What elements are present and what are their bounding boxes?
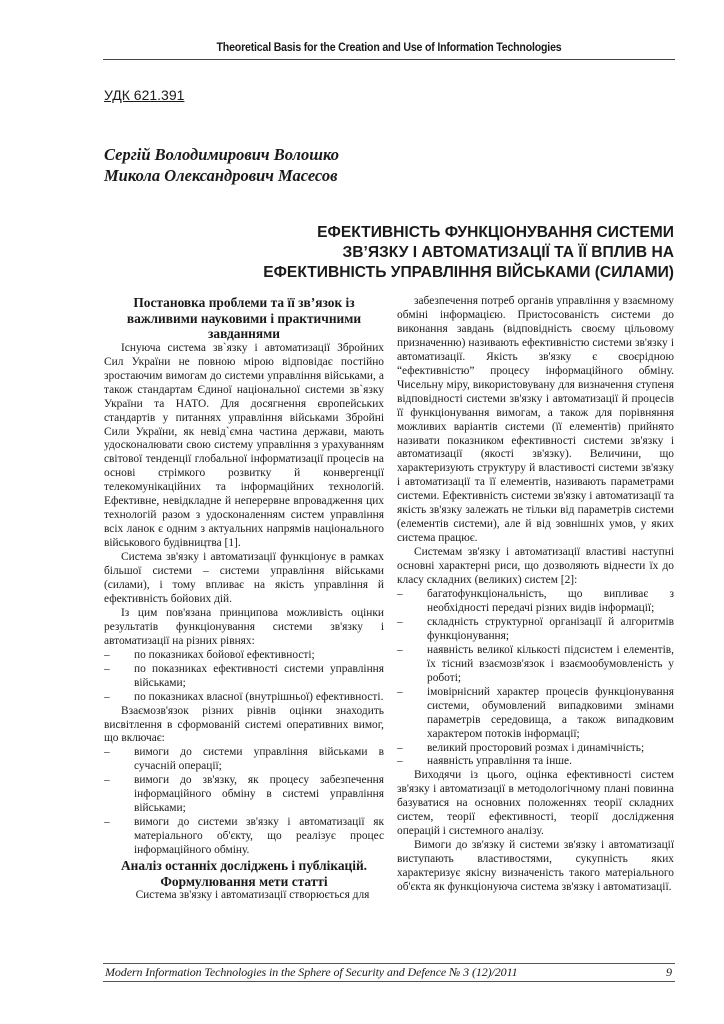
list-item: – вимоги до системи зв'язку і автоматизації як матеріального об'єкту, що реалізує процес інформаційного обміну. xyxy=(104,816,384,857)
authors-block xyxy=(104,144,339,186)
right-column xyxy=(397,295,674,895)
title-line-3: ЕФЕКТИВНІСТЬ УПРАВЛІННЯ ВІЙСЬКАМИ (СИЛАМИ) xyxy=(263,264,674,281)
paragraph: Система зв'язку і автоматизації створюється для xyxy=(135,889,370,902)
dash-bullet-icon: – xyxy=(104,662,110,675)
dash-bullet-icon: – xyxy=(397,615,403,628)
dash-bullet-icon: – xyxy=(104,774,110,787)
paragraph: Система зв'язку і автоматизації функціонує в рамках більшої системи – системи управління військами (силами), і тому впливає на якість управління й ефективність бойових дій. xyxy=(104,551,384,605)
dash-bullet-icon: – xyxy=(397,741,403,754)
requirements-list xyxy=(104,746,384,858)
header-rule xyxy=(103,59,675,60)
paragraph: Виходячи із цього, оцінка ефективності систем зв'язку і автоматизації в методологічному плані повинна базуватися на основних положеннях теорії складних систем, теорії ефективності, теорії дослідження операцій і системного аналізу. xyxy=(397,769,674,838)
list-item: – багатофункціональність, що випливає з необхідності передачі різних видів інформації; xyxy=(397,588,674,614)
paragraph: забезпечення потреб органів управління у взаємному обміні інформацією. Пристосованість системи до виконання завдань (відповідність своєму цільовому призначенню) називають ефективністю системи зв'язку і автоматизації. Якість зв'язку є своєрідною “ефективністю” процесу інформаційного обміну. Чисельну міру, використовувану для визначення ступеня відповідності системи зв'язку і автоматизації й процесів її функціонування вимогам, а також для порівняння можливих варіантів системи (її елементів) прийнято називати показником ефективності системи зв'язку і автоматизації (якості зв'язку). Величини, що характеризують структуру й властивості системи зв'язку і автоматизації та її елементів, називають параметрами системи. Ефективність системи зв'язку і автоматизації та якість зв'язку залежать не тільки від параметрів системи (елементів системи), але й від зовнішніх умов, у яких система працює. xyxy=(397,295,674,545)
list-item: – по показниках ефективності системи управління військами; xyxy=(104,662,384,689)
dash-bullet-icon: – xyxy=(104,648,110,661)
list-item: – імовірнісний характер процесів функціонування системи, обумовлений випадковими змінами параметрів середовища, а також випадковим характером потоків інформації; xyxy=(397,685,674,740)
evaluation-levels-list xyxy=(104,649,384,705)
list-item: – по показниках власної (внутрішньої) ефективності. xyxy=(104,690,384,703)
list-item: – вимоги до системи управління військами в сучасній операції; xyxy=(104,746,384,773)
dash-bullet-icon: – xyxy=(397,685,403,698)
running-header: Theoretical Basis for the Creation and Use of Information Technologies xyxy=(216,42,562,54)
udk-code: УДК 621.391 xyxy=(104,87,185,103)
page-number: 9 xyxy=(666,965,672,979)
section-heading-analysis: Аналіз останніх досліджень і публікацій. Формулювання мети статті xyxy=(120,858,368,889)
dash-bullet-icon: – xyxy=(397,588,403,601)
dash-bullet-icon: – xyxy=(104,746,110,759)
title-line-2: ЗВ’ЯЗКУ І АВТОМАТИЗАЦІЇ ТА ЇЇ ВПЛИВ НА xyxy=(342,244,674,261)
paragraph: Системам зв'язку і автоматизації властиві наступні основні характерні риси, що дозволяють віднести їх до класу складних (великих) систем [2]: xyxy=(397,546,674,587)
footer-rule-bottom xyxy=(103,981,675,982)
paragraph: Взаємозв'язок різних рівнів оцінки знаходить висвітлення в сформованій системі оперативних вимог, що включає: xyxy=(104,704,384,745)
footer-rule-top xyxy=(103,963,675,964)
dash-bullet-icon: – xyxy=(104,816,110,829)
paragraph: Вимоги до зв'язку й системи зв'язку і автоматизації виступають властивостями, сукупність яких характеризує якісну визначеність такого матеріального об'єкта як функціонуюча система зв'язку і автоматизації. xyxy=(397,839,674,894)
dash-bullet-icon: – xyxy=(397,755,403,768)
dash-bullet-icon: – xyxy=(397,643,403,656)
section-heading-problem: Постановка проблеми та її зв’язок із важливими науковими і практичними завданнями xyxy=(126,295,362,342)
dash-bullet-icon: – xyxy=(104,690,110,703)
list-item: – наявність управління та інше. xyxy=(397,755,572,768)
list-item: – по показниках бойової ефективності; xyxy=(104,648,315,661)
list-item: – великий просторовий розмах і динамічність; xyxy=(397,741,645,754)
left-column xyxy=(104,295,384,903)
list-item: – вимоги до зв'язку, як процесу забезпечення інформаційного обміну в системі управління військами; xyxy=(104,774,384,815)
list-item: – наявність великої кількості підсистем і елементів, їх тісний взаємозв'язок і взаємообумовленість у роботі; xyxy=(397,643,674,684)
paragraph: Із цим пов'язана принципова можливість оцінки результатів функціонування системи зв'язку і автоматизації на різних рівнях: xyxy=(104,606,384,647)
article-title xyxy=(114,223,674,283)
author-2: Микола Олександрович Масесов xyxy=(104,166,338,185)
title-line-1: ЕФЕКТИВНІСТЬ ФУНКЦІОНУВАННЯ СИСТЕМИ xyxy=(317,224,674,241)
footer-journal-title: Modern Information Technologies in the Sphere of Security and Defence № 3 (12)/2011 xyxy=(105,965,518,979)
paragraph: Існуюча система зв`язку і автоматизації Збройних Сил України не повною мірою відповідає постійно зростаючим вимогам до системи управління військами, а також стандартам Єдиної національної системи зв`язку України та НАТО. Для досягнення європейських стандартів у питаннях управління військами Збройні Сили України, як невід`ємна частина держави, мають удосконалювати свою систему управління з урахуванням світової тенденції глобальної інформатизації процесів на основі стрімкого розвитку й конвергенції телекомунікаційних та інформаційних технологій. Ефективне, невідкладне й неперервне впровадження цих технологій разом з удосконаленням систем управління всіх ланок є одним з актуальних напрямів національного військового будівництва [1]. xyxy=(104,341,384,550)
author-1: Сергій Володимирович Волошко xyxy=(104,145,339,164)
system-features-list xyxy=(397,588,674,769)
list-item: – складність структурної організації й алгоритмів функціонування; xyxy=(397,615,674,642)
